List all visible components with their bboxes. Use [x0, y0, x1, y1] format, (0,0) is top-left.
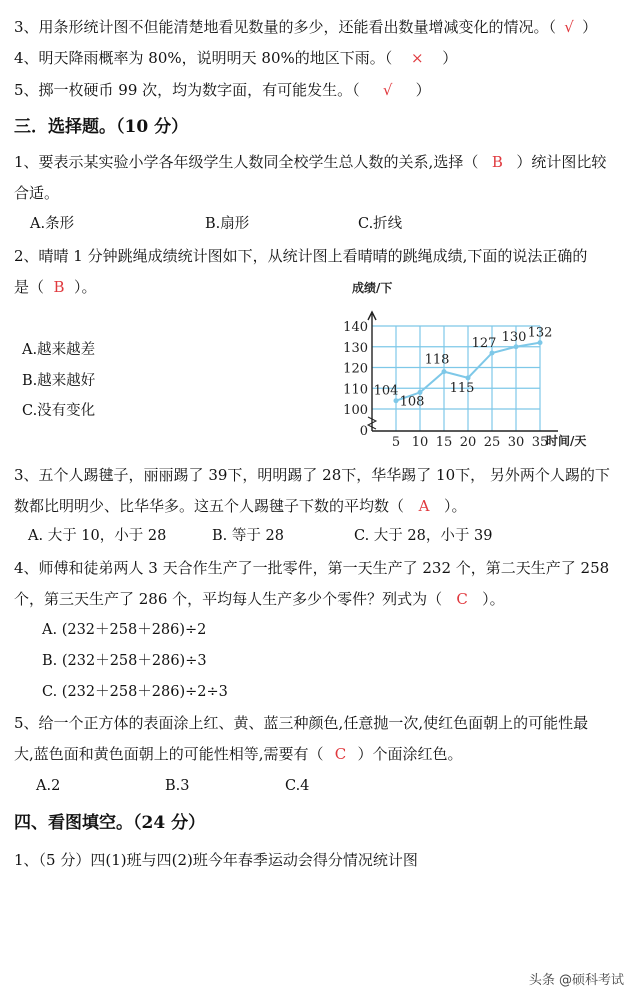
- s3-q4-answer: C: [456, 590, 468, 608]
- data-label: 130: [501, 329, 527, 345]
- s3-q1-text: 1、要表示某实验小学各年级学生人数同全校学生总人数的关系,选择（: [14, 153, 479, 171]
- section3-title: 三．选择题。（10 分）: [14, 117, 189, 137]
- axis-break-mark: [368, 417, 376, 429]
- s3-q3-option-c: C. 大于 28，小于 39: [354, 528, 493, 544]
- s3-q1-line1: [14, 152, 606, 172]
- s3-q4-option-b: B. (232＋258＋286)÷3: [42, 653, 207, 669]
- judge-q3-close: ）: [582, 18, 598, 36]
- data-point: [538, 340, 543, 345]
- s3-q5-option-c: C.4: [285, 778, 310, 794]
- jump-rope-line-chart: [342, 276, 632, 451]
- data-label: 118: [424, 352, 450, 368]
- s3-q4-line2: [14, 589, 505, 609]
- data-label: 108: [399, 394, 425, 410]
- y-tick-label: 110: [343, 382, 368, 398]
- s3-q1-text-end: ）统计图比较: [516, 153, 607, 171]
- y-tick-label: 120: [343, 361, 368, 377]
- s3-q1-option-a: A.条形: [30, 216, 75, 232]
- judge-q4: [14, 48, 457, 68]
- watermark: 头条 @硕科考试: [528, 973, 624, 988]
- s3-q3-option-a: A. 大于 10，小于 28: [28, 528, 167, 544]
- y-tick-label: 130: [343, 340, 368, 356]
- x-tick-label: 5: [391, 435, 401, 450]
- s3-q2-option-a: A.越来越差: [22, 342, 96, 358]
- s4-q1: 1、（5 分）四(1)班与四(2)班今年春季运动会得分情况统计图: [14, 851, 418, 869]
- s3-q3-option-b: B. 等于 28: [212, 528, 284, 544]
- s3-q2-option-b: B.越来越好: [22, 373, 96, 389]
- s3-q4-option-a: A. (232＋258＋286)÷2: [42, 622, 207, 638]
- data-point: [442, 369, 447, 374]
- s3-q3-answer: A: [418, 497, 430, 515]
- data-point: [466, 375, 471, 380]
- judge-q4-text: 4、明天降雨概率为 80%，说明明天 80%的地区下雨。（: [14, 49, 393, 67]
- data-label: 115: [449, 380, 475, 396]
- s3-q1-option-b: B.扇形: [205, 216, 250, 232]
- x-tick-label: 15: [435, 435, 453, 450]
- s3-q2-text-end: ）。: [74, 278, 97, 296]
- s3-q1-answer: B: [491, 153, 503, 171]
- judge-q5-text: 5、掷一枚硬币 99 次，均为数字面，有可能发生。（: [14, 81, 360, 99]
- x-tick-label: 30: [507, 435, 525, 450]
- s3-q5-text: 大,蓝色面和黄色面朝上的可能性相等,需要有（: [14, 745, 324, 763]
- judge-q5-close: ）: [415, 81, 431, 99]
- s3-q4-text: 个，第三天生产了 286 个，平均每人生产多少个零件？列式为（: [14, 590, 443, 608]
- x-tick-label: 20: [459, 435, 477, 450]
- section4-title: 四、看图填空。（24 分）: [14, 813, 206, 833]
- y-axis-label: 成绩/下: [352, 281, 393, 295]
- s3-q2-answer: B: [53, 278, 65, 296]
- judge-q3-answer: √: [564, 18, 574, 36]
- y-tick-label: 140: [343, 320, 368, 335]
- data-point: [490, 350, 495, 355]
- s3-q3-text-end: ）。: [444, 497, 467, 515]
- data-point: [394, 398, 399, 403]
- x-axis-label: 时间/天: [546, 434, 587, 448]
- data-label: 104: [373, 383, 399, 399]
- s3-q5-option-b: B.3: [165, 778, 190, 794]
- y-tick-label: 100: [343, 403, 368, 418]
- judge-q3: [14, 17, 597, 37]
- s3-q1-option-c: C.折线: [358, 216, 403, 232]
- s3-q2-option-c: C.没有变化: [22, 403, 96, 419]
- s3-q3-line2: [14, 496, 467, 516]
- data-label: 132: [527, 325, 553, 341]
- x-tick-label: 35: [531, 435, 549, 450]
- judge-q5: [14, 80, 431, 100]
- s3-q5-line1: 5、给一个正方体的表面涂上红、黄、蓝三种颜色,任意抛一次,使红色面朝上的可能性最: [14, 714, 589, 732]
- s3-q1-line2: 合适。: [14, 184, 60, 202]
- judge-q5-answer: √: [382, 81, 393, 99]
- judge-q4-answer: ×: [410, 49, 424, 67]
- s3-q5-text-end: ）个面涂红色。: [357, 745, 463, 763]
- s3-q5-line2: [14, 744, 463, 764]
- x-tick-label: 10: [411, 435, 429, 450]
- s3-q5-option-a: A.2: [36, 778, 61, 794]
- y-tick-label: 0: [359, 424, 368, 439]
- s3-q2-line1: 2、晴晴 1 分钟跳绳成绩统计图如下，从统计图上看晴晴的跳绳成绩,下面的说法正确的: [14, 247, 588, 265]
- x-tick-label: 25: [483, 435, 501, 450]
- s3-q4-option-c: C. (232＋258＋286)÷2÷3: [42, 684, 228, 700]
- data-label: 127: [471, 335, 497, 351]
- s3-q2-line2: [14, 277, 97, 297]
- s3-q3-line1: 3、五个人踢毽子，丽丽踢了 39下，明明踢了 28下，华华踢了 10下， 另外两个人踢的下: [14, 466, 610, 484]
- data-point: [514, 344, 519, 349]
- judge-q3-text: 3、用条形统计图不但能清楚地看见数量的多少，还能看出数量增减变化的情况。（: [14, 18, 557, 36]
- s3-q2-text: 是（: [14, 278, 45, 296]
- s3-q4-line1: 4、师傅和徒弟两人 3 天合作生产了一批零件，第一天生产了 232 个，第二天生产了 258: [14, 559, 610, 577]
- judge-q4-close: ）: [442, 49, 458, 67]
- s3-q4-text-end: ）。: [482, 590, 505, 608]
- s3-q3-text: 数都比明明少、比华华多。这五个人踢毽子下数的平均数（: [14, 497, 405, 515]
- s3-q5-answer: C: [334, 745, 347, 763]
